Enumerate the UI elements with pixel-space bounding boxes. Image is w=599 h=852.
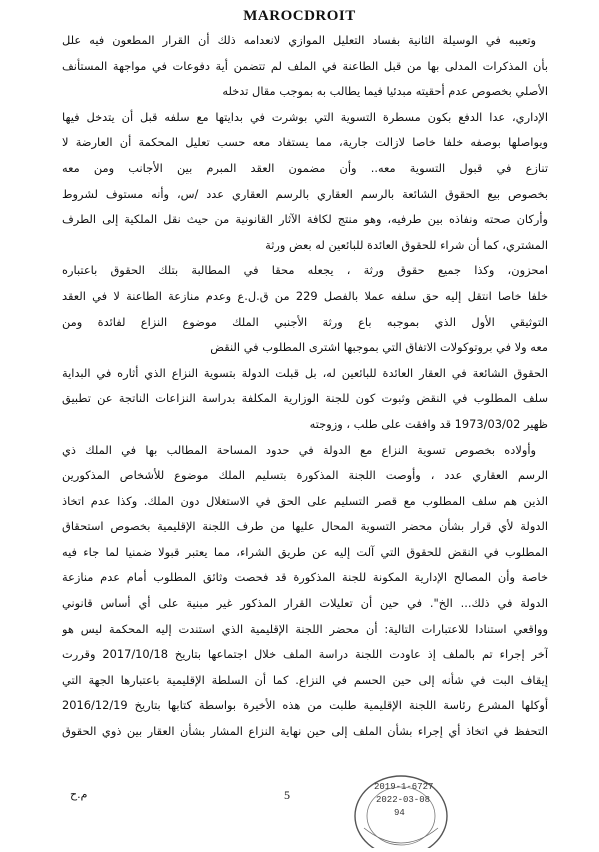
body-line: تنازع في قبول التسوية معه.. وأن مضمون العقد المبرم بين الأجانب ومن معه <box>62 160 548 175</box>
body-line: سلف المطلوب في النقض وثبوت كون للجنة الوزارية المكلفة بدراسة النزاعات الناتجة عن تطبيق <box>62 391 548 406</box>
body-line: التحفظ في اتخاذ أي إجراء بشأن الملف إلى حين نهاية النزاع المشار بشأن العقار بين ذوي الحقوق <box>62 724 548 739</box>
body-line: خاصة وأن المصالح الإدارية المكونة للجنة المذكورة قد فحصت وثائق المطلوب أمام عدم منازعة <box>62 570 548 585</box>
body-line: التوثيقي الأول الذي بموجبه باع ورثة الأجنبي الملك موضوع النزاع لفائدة ومن <box>62 314 548 329</box>
body-line: بأن المذكرات المدلى بها من قبل الطاعنة في الملف لم تتضمن أية دفوعات في مواجهة المستأنف <box>62 58 548 73</box>
body-line: المشتري، كما أن شراء للحقوق العائدة للبائعين له بعض ورثة <box>265 237 548 252</box>
site-header: MAROCDROIT <box>243 8 356 24</box>
body-line: ويواصلها بوصفه خلفا خاصا لازالت جارية، مما يستفاد معه حسب تعليل المحكمة أن العارضة لا <box>62 135 548 150</box>
body-line: الدولة لأي قرار بشأن محضر التسوية المحال عليها من طرف اللجنة الإقليمية بخصوص استحقاق <box>62 519 548 534</box>
initials: م.ح <box>70 788 88 801</box>
body-line: وأركان صحته ونفاذه بين طرفيه، وهو منتج لكافة الآثار القانونية من حيث نقل الملكية إلى الطرف <box>62 212 548 227</box>
body-line: وتعيبه في الوسيلة الثانية بفساد التعليل الموازي لانعدامه ذلك أن القرار المطعون فيه علل <box>62 33 536 47</box>
body-line: آخر إجراء تم بالملف إذ عاودت اللجنة دراسة الملف خلال اجتماعها بتاريخ 2017/10/18 وقررت <box>62 647 548 662</box>
body-line: الإداري، عدا الدفع بكون مسطرة التسوية التي بوشرت في بدايتها مع سلفه قبل أن يتدخل فيها <box>62 109 548 124</box>
body-line: امحزون، وكذا جميع حقوق ورثة ، يجعله محقا في المطالبة بتلك الحقوق باعتباره <box>62 263 548 278</box>
document-body <box>62 28 548 745</box>
stamp-number: 2019-1-6727 <box>374 782 434 792</box>
court-stamp <box>346 758 456 848</box>
body-line: الرسم العقاري عدد ، وأوصت اللجنة المذكورة بتسليم الملك موضوع للأشخاص المذكورين <box>62 468 548 483</box>
body-line: ظهير 1973/03/02 قد وافقت على طلب ، وزوجته <box>309 416 548 431</box>
body-line: الحقوق الشائعة في العقار العائدة للبائعين له، بل قبلت الدولة بتسوية النزاع الذي أثاره في البداية <box>62 365 548 380</box>
body-line: وأولاده بخصوص تسوية النزاع مع الدولة في حدود المساحة المطالب بها في الملك ذي <box>62 442 536 457</box>
body-line: بخصوص بيع الحقوق الشائعة بالرسم العقاري بالرسم العقاري عدد /س، وأنه مستوف لشروط <box>62 186 548 201</box>
body-line: الأصلي بخصوص عدم أحقيته مبدئيا فيما يطالب به بموجب مقال تدخله <box>222 84 548 99</box>
stamp-date: 2022-03-08 <box>376 795 431 805</box>
body-line: الذين هم سلف المطلوب مع قصر التسليم على الحق في الاستغلال دون الملك. وكذا عدم اتخاذ <box>62 493 548 508</box>
page-number: 5 <box>284 788 290 802</box>
body-line: إيقاف البت في شأنه إلى حين الحسم في النزاع. كما أن السلطة الإقليمية باعتبارها الجهة التي <box>62 672 548 687</box>
body-line: أوكلها المشرع رئاسة اللجنة الإقليمية طلبت من هذه الأخيرة بواسطة كتابها بتاريخ 2016/12/19 <box>62 698 548 713</box>
body-line: المطلوب في النقض للحقوق التي آلت إليه عن طريق الشراء، مما يعتبر قبولا ضمنيا لما جاء فيه <box>62 544 548 559</box>
body-line: الدولة في ذلك... الخ". في حين أن تعليلات القرار المذكور غير مبنية على أي أساس قانوني <box>62 596 548 611</box>
body-line: معه ولا في بروتوكولات الاتفاق التي بموجبها اشترى المطلوب في النقض <box>210 340 548 355</box>
body-line: وواقعي استنادا للاعتبارات التالية: أن محضر اللجنة الإقليمية الذي استندت إليه المحكمة ليس هو <box>62 621 548 636</box>
body-line: خلفا خاصا انتقل إليه حق سلفه عملا بالفصل 229 من ق.ل.ع وعدم منازعة الطاعنة لا في العقد <box>62 288 548 303</box>
stamp-code: 94 <box>394 808 405 818</box>
